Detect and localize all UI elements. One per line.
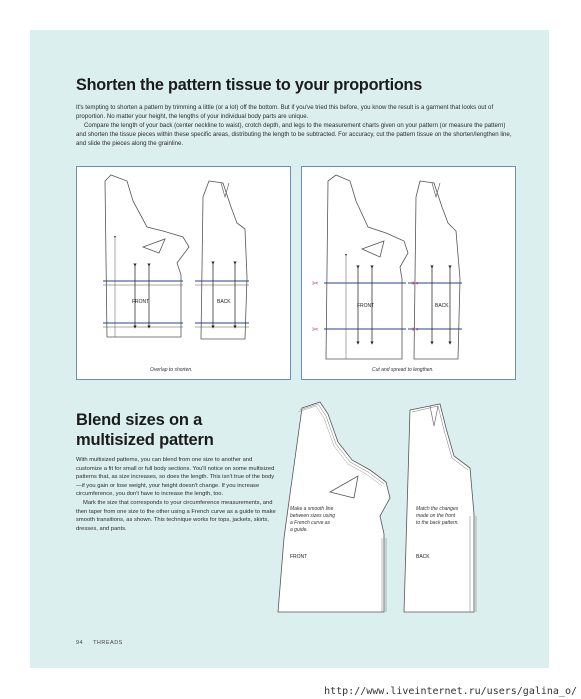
intro-paragraph-2: Compare the length of your back (center neckline to waist), crotch depth, and legs to the measurement charts given on your pattern (or measure the pattern) and shorten the tissue pieces within these specific areas, distributing the length to be subtracted. For accuracy, cut the pattern tissue on the shorten/lengthen line, and slide the pieces along the grainline.	[76, 122, 512, 147]
figure-overlap-panel	[76, 166, 291, 380]
intro-paragraph-1: It's tempting to shorten a pattern by trimming a little (or a lot) off the bottom. But if you've tried this before, you know the result is a garment that looks out of proportion. No matter your height, the lengths of your individual body parts are unique.	[76, 104, 494, 120]
scissors-icon: ✂	[312, 325, 319, 334]
intro-text	[76, 103, 516, 148]
front-pattern-piece	[105, 175, 189, 337]
watermark-url: http://www.liveinternet.ru/users/galina_o/	[324, 686, 577, 697]
heading-line-1: Blend sizes on a	[76, 411, 203, 429]
front-label: FRONT	[290, 554, 308, 560]
back-pattern-piece	[201, 181, 247, 339]
heading-line-2: multisized pattern	[76, 431, 214, 449]
blend-paragraph-2: Mark the size that corresponds to your circumference measurements, and then taper from one size to the other using a French curve as a guide to make smooth transitions, as shown. This technique works for tops, jackets, skirts, dresses, and pants.	[76, 499, 276, 532]
back-note-line: made on the front	[416, 513, 456, 519]
back-note-line: to the back pattern.	[416, 520, 459, 526]
front-note-line: a guide.	[290, 527, 308, 533]
heading-shorten: Shorten the pattern tissue to your proportions	[76, 76, 423, 94]
caption-spread: Cut and spread to lengthen.	[372, 367, 434, 373]
front-label: FRONT	[357, 303, 375, 309]
front-note-line: between sizes using	[290, 513, 336, 519]
overlap-diagram	[77, 167, 290, 379]
back-label: BACK	[416, 554, 430, 560]
front-label: FRONT	[132, 299, 150, 305]
multisize-figure	[270, 398, 540, 620]
blend-body-text	[76, 456, 279, 533]
page-number: 94	[76, 640, 84, 646]
figure-spread-panel	[301, 166, 516, 380]
heading-blend-sizes	[76, 410, 214, 450]
scissors-icon: ✂	[412, 325, 419, 334]
spread-diagram	[302, 167, 515, 379]
page-footer	[76, 640, 131, 646]
back-label: BACK	[217, 299, 231, 305]
back-pattern-piece	[414, 181, 460, 359]
front-note-line: Make a smooth line	[290, 506, 334, 512]
back-note-line: Match the changes	[416, 506, 459, 512]
scissors-icon: ✂	[312, 279, 319, 288]
front-pattern-piece	[326, 175, 408, 359]
scissors-icon: ✂	[412, 279, 419, 288]
front-note-line: a French curve as	[290, 520, 331, 526]
caption-overlap: Overlap to shorten.	[150, 367, 193, 373]
blend-paragraph-1: With multisized patterns, you can blend from one size to another and customize a fit for small or full body sections. You'll notice on some multisized patterns that, as size increases, so does the length. This isn't true of the body—if you gain or lose weight, your height doesn't change. If you increase circumference, you don't have to increase the length, too.	[76, 457, 275, 498]
magazine-name: THREADS	[93, 640, 123, 646]
back-label: BACK	[435, 303, 449, 309]
